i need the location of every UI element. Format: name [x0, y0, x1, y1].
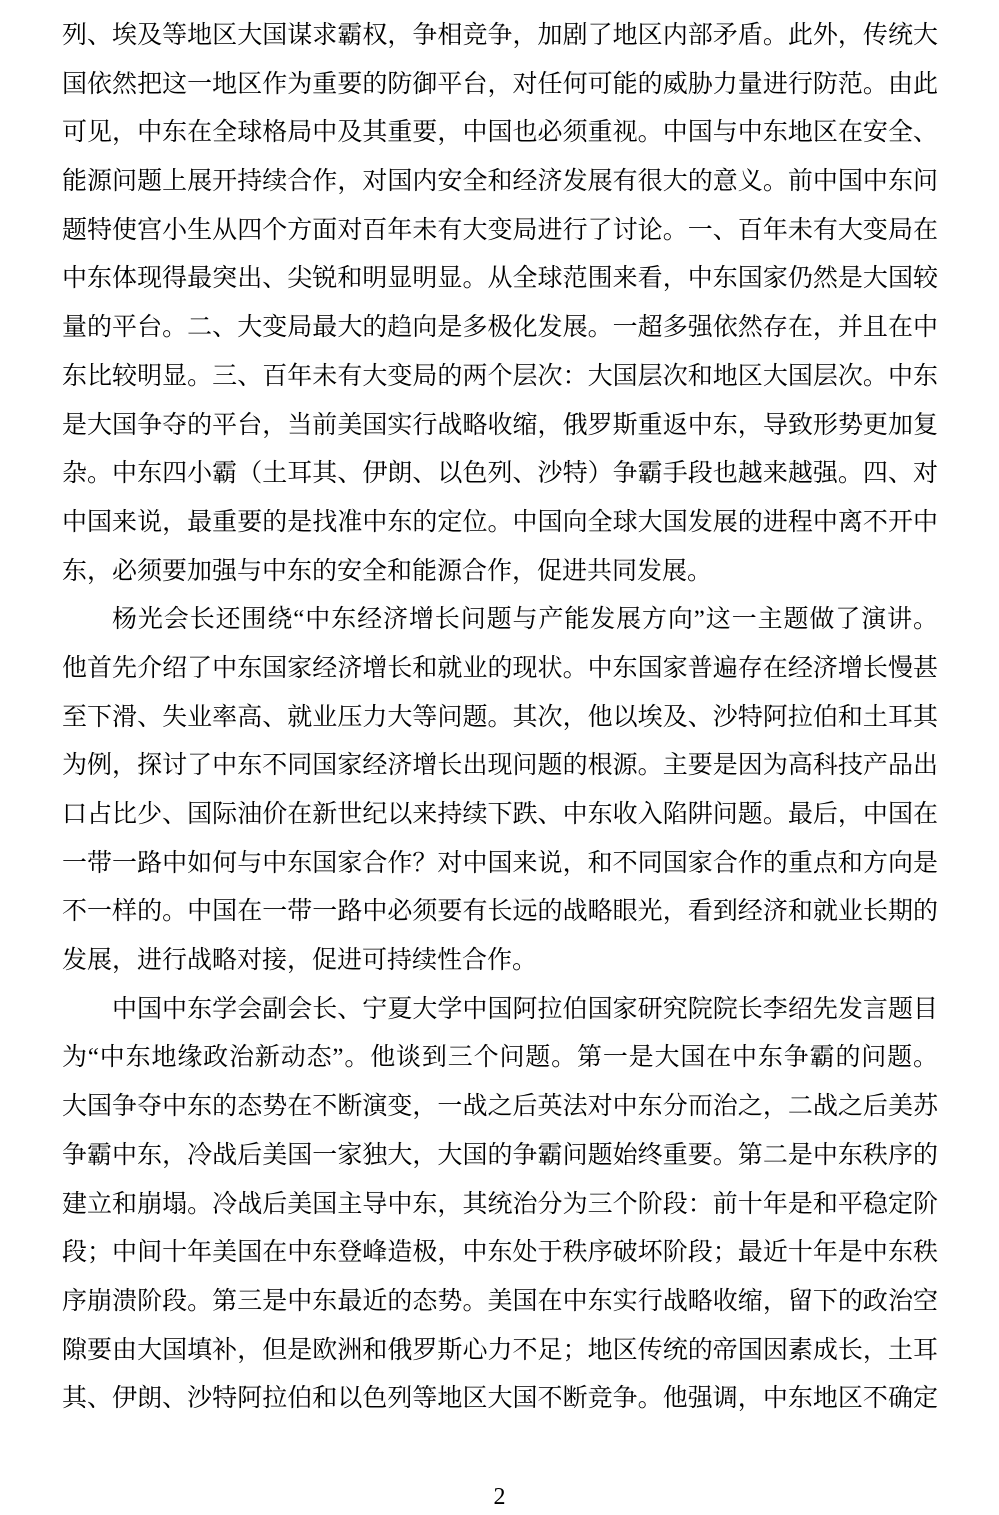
- text-line: 口占比少、国际油价在新世纪以来持续下跌、中东收入陷阱问题。最后，中国在: [62, 801, 938, 828]
- text-line: 是大国争夺的平台，当前美国实行战略收缩，俄罗斯重返中东，导致形势更加复: [62, 411, 938, 439]
- text-line: 杂。中东四小霸（土耳其、伊朗、以色列、沙特）争霸手段也越来越强。四、对: [62, 460, 938, 488]
- document-body: [62, 12, 938, 1424]
- page-number: 2: [493, 1484, 506, 1510]
- text-line: 不一样的。中国在一带一路中必须要有长远的战略眼光，看到经济和就业长期的: [62, 898, 938, 926]
- text-line: 中国中东学会副会长、宁夏大学中国阿拉伯国家研究院院长李绍先发言题目: [112, 995, 938, 1023]
- text-line: 可见，中东在全球格局中及其重要，中国也必须重视。中国与中东地区在安全、: [62, 119, 938, 147]
- text-line: 东，必须要加强与中东的安全和能源合作，促进共同发展。: [62, 557, 713, 585]
- text-line: 隙要由大国填补，但是欧洲和俄罗斯心力不足；地区传统的帝国因素成长，土耳: [62, 1336, 938, 1364]
- text-line: 建立和崩塌。冷战后美国主导中东，其统治分为三个阶段：前十年是和平稳定阶: [62, 1190, 938, 1218]
- text-line: 题特使宫小生从四个方面对百年未有大变局进行了讨论。一、百年未有大变局在: [62, 216, 938, 244]
- text-line: 中东体现得最突出、尖锐和明显明显。从全球范围来看，中东国家仍然是大国较: [62, 265, 938, 293]
- text-line: 国依然把这一地区作为重要的防御平台，对任何可能的威胁力量进行防范。由此: [62, 70, 938, 98]
- text-line: 为例，探讨了中东不同国家经济增长出现问题的根源。主要是因为高科技产品出: [62, 752, 938, 780]
- text-line: 一带一路中如何与中东国家合作？对中国来说，和不同国家合作的重点和方向是: [62, 849, 938, 877]
- text-line: 其、伊朗、沙特阿拉伯和以色列等地区大国不断竞争。他强调，中东地区不确定: [62, 1385, 938, 1413]
- text-line: 列、埃及等地区大国谋求霸权，争相竞争，加剧了地区内部矛盾。此外，传统大: [62, 22, 938, 49]
- text-line: 为“中东地缘政治新动态”。他谈到三个问题。第一是大国在中东争霸的问题。: [62, 1044, 938, 1072]
- text-line: 量的平台。二、大变局最大的趋向是多极化发展。一超多强依然存在，并且在中: [62, 314, 938, 342]
- text-line: 中国来说，最重要的是找准中东的定位。中国向全球大国发展的进程中离不开中: [62, 508, 938, 536]
- text-line: 争霸中东，冷战后美国一家独大，大国的争霸问题始终重要。第二是中东秩序的: [62, 1141, 938, 1169]
- text-line: 杨光会长还围绕“中东经济增长问题与产能发展方向”这一主题做了演讲。: [112, 606, 938, 634]
- text-line: 发展，进行战略对接，促进可持续性合作。: [62, 947, 538, 975]
- text-line: 大国争夺中东的态势在不断演变，一战之后英法对中东分而治之，二战之后美苏: [62, 1093, 938, 1121]
- text-line: 东比较明显。三、百年未有大变局的两个层次：大国层次和地区大国层次。中东: [62, 362, 938, 390]
- text-line: 他首先介绍了中东国家经济增长和就业的现状。中东国家普遍存在经济增长慢甚: [62, 654, 938, 682]
- text-line: 至下滑、失业率高、就业压力大等问题。其次，他以埃及、沙特阿拉伯和土耳其: [62, 703, 938, 731]
- text-line: 能源问题上展开持续合作，对国内安全和经济发展有很大的意义。前中国中东问: [62, 168, 938, 196]
- text-line: 段；中间十年美国在中东登峰造极，中东处于秩序破坏阶段；最近十年是中东秩: [62, 1239, 938, 1267]
- text-line: 序崩溃阶段。第三是中东最近的态势。美国在中东实行战略收缩，留下的政治空: [62, 1287, 938, 1315]
